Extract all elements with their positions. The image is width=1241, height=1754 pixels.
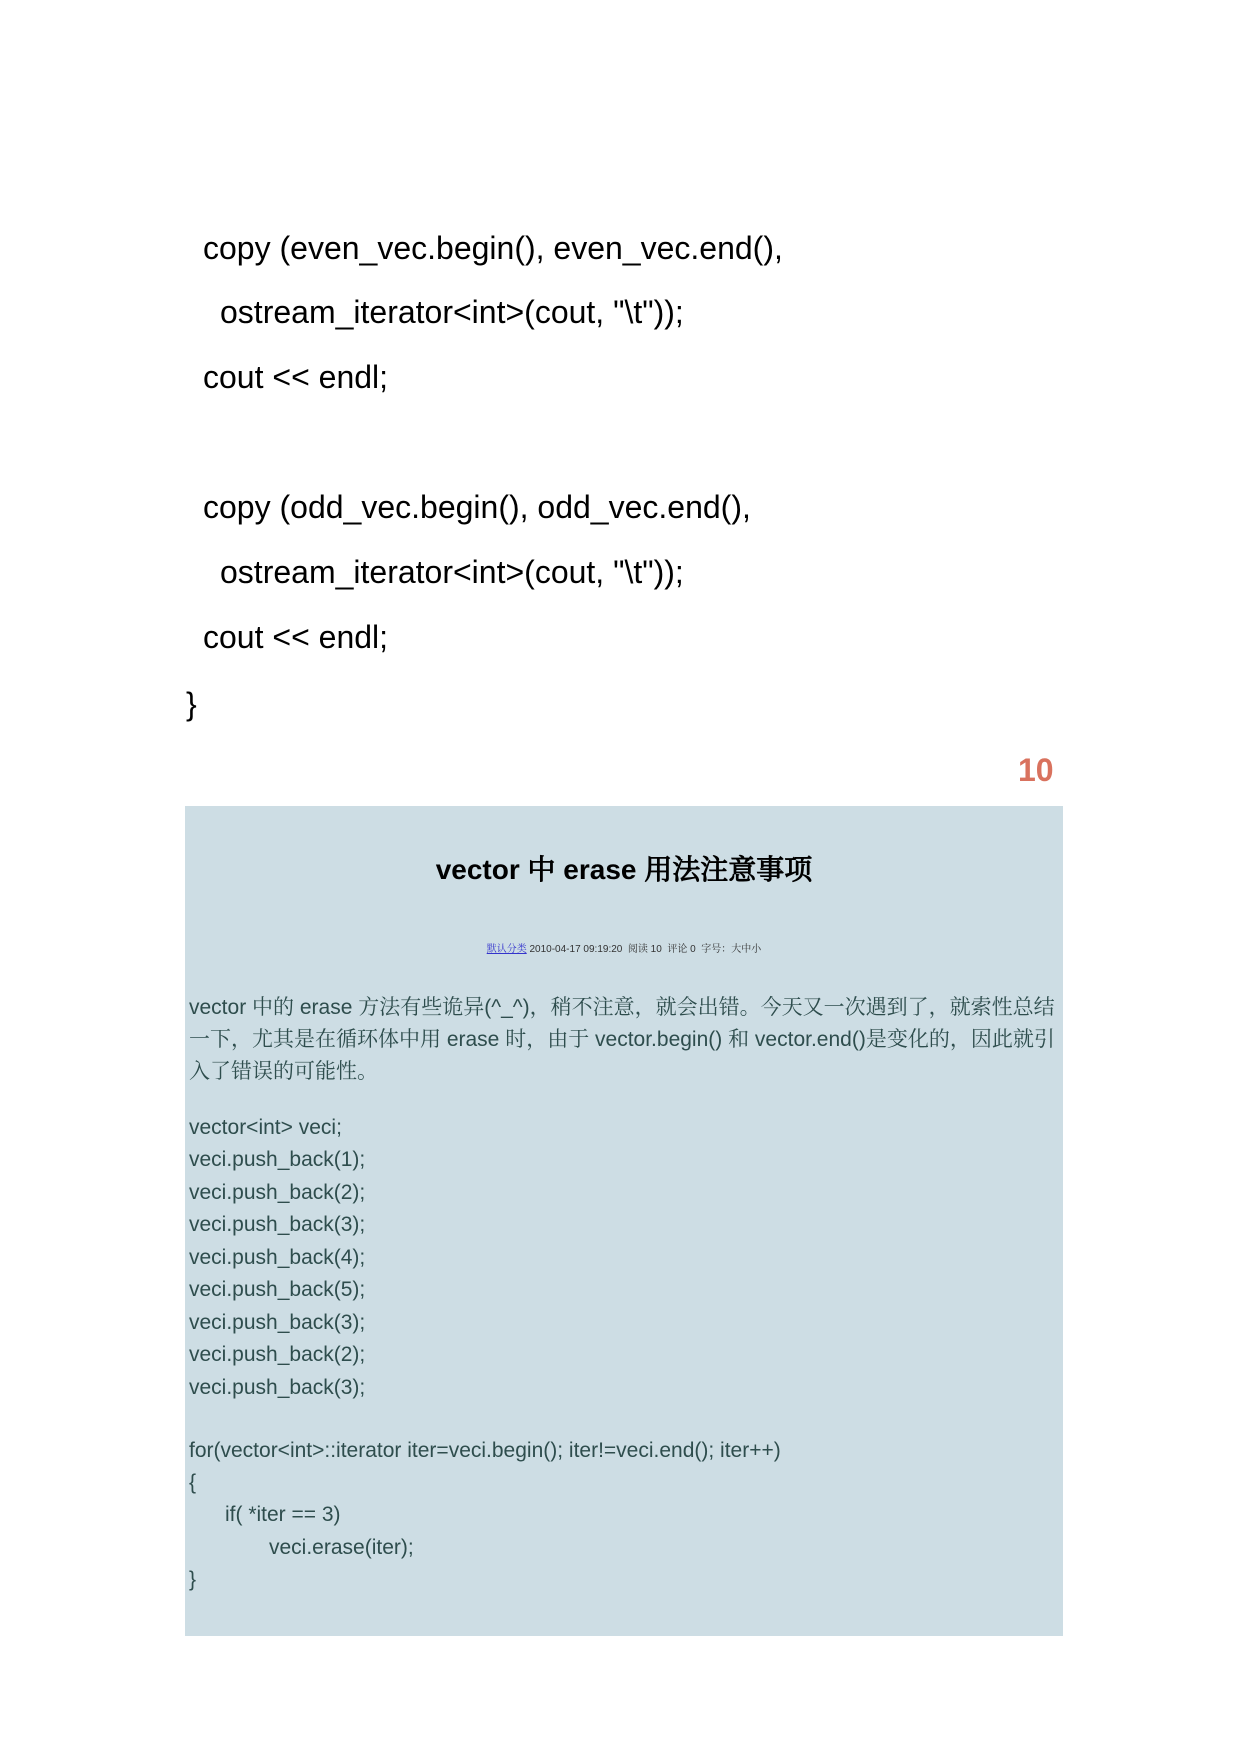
code-line: veci.push_back(3);	[189, 1213, 366, 1236]
code-line: veci.push_back(4);	[189, 1246, 366, 1269]
code-line: veci.erase(iter);	[269, 1536, 414, 1559]
code-line: ostream_iterator<int>(cout, "\t"));	[220, 294, 684, 330]
article-box	[185, 806, 1063, 1636]
code-line: veci.push_back(3);	[189, 1311, 366, 1334]
article-meta	[185, 940, 1063, 955]
code-line: if( *iter == 3)	[225, 1503, 341, 1526]
code-line: copy (odd_vec.begin(), odd_vec.end(),	[203, 489, 751, 525]
article-title: vector 中 erase 用法注意事项	[435, 854, 813, 885]
article-intro: vector 中的 erase 方法有些诡异(^_^)，稍不注意，就会出错。今天又一次遇到了，就索性总结一下，尤其是在循环体中用 erase 时，由于 vector.begin() 和 vector.end()是变化的，因此就引入了错误的可能性。	[189, 996, 1055, 1083]
code-line: veci.push_back(5);	[189, 1278, 366, 1301]
code-line: cout << endl;	[203, 359, 389, 395]
post-datetime: 2010-04-17 09:19:20	[529, 944, 623, 955]
code-line: veci.push_back(2);	[189, 1181, 366, 1204]
code-line: veci.push_back(2);	[189, 1343, 366, 1366]
code-line: for(vector<int>::iterator iter=veci.begin(); iter!=veci.end(); iter++)	[189, 1439, 781, 1462]
font-size-control[interactable]: 字号：大中小	[701, 944, 762, 955]
code-line: {	[189, 1471, 197, 1494]
code-line: vector<int> veci;	[189, 1116, 342, 1139]
code-line: }	[189, 1568, 197, 1591]
code-line: ostream_iterator<int>(cout, "\t"));	[220, 554, 684, 590]
code-line: veci.push_back(1);	[189, 1148, 366, 1171]
code-line: copy (even_vec.begin(), even_vec.end(),	[203, 230, 783, 266]
read-count: 阅读 10	[627, 944, 662, 955]
code-line: veci.push_back(3);	[189, 1376, 366, 1399]
category-link[interactable]: 默认分类	[486, 944, 527, 955]
code-closing-brace: }	[186, 686, 197, 722]
comment-count: 评论 0	[667, 944, 696, 955]
page-number: 10	[1018, 752, 1054, 788]
code-line: cout << endl;	[203, 619, 389, 655]
